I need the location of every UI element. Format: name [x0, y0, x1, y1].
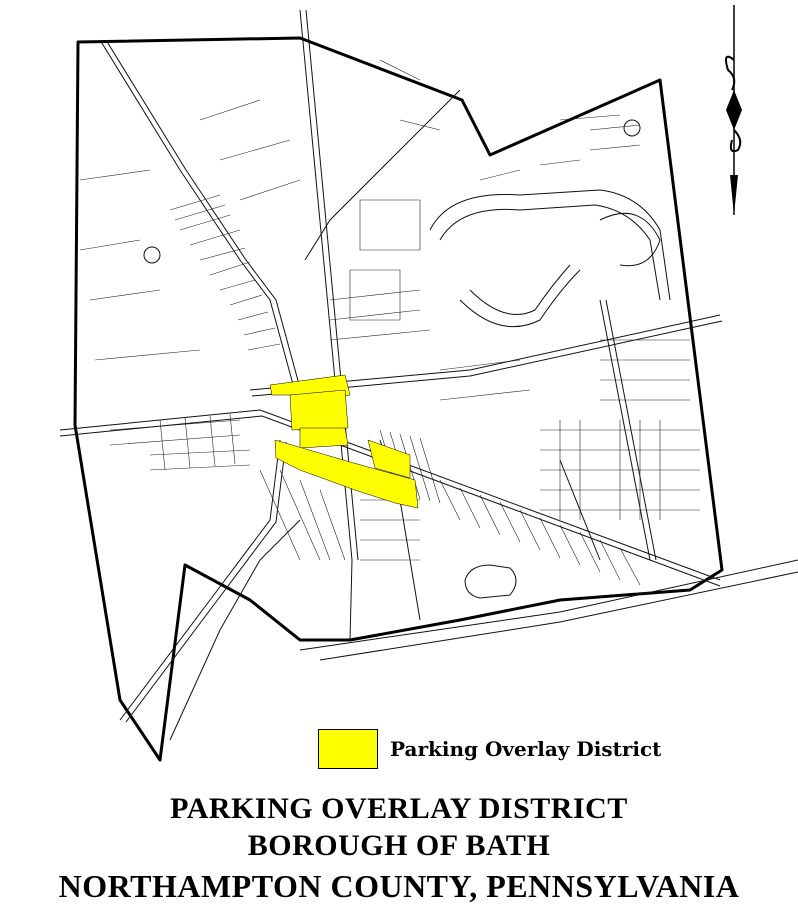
map-title-line-2: BOROUGH OF BATH [247, 829, 551, 862]
north-arrow-icon [714, 0, 754, 220]
parcel-lines [80, 60, 700, 585]
map-legend [318, 729, 661, 769]
map-title-line-1: PARKING OVERLAY DISTRICT [170, 792, 628, 825]
legend-label: Parking Overlay District [390, 737, 662, 761]
map-title-line-3: NORTHAMPTON COUNTY, PENNSYLVANIA [58, 868, 740, 904]
parking-overlay-district [270, 375, 418, 508]
railroad [170, 520, 798, 740]
legend-swatch-parking-overlay [318, 729, 378, 769]
residential-streets [144, 120, 670, 598]
major-roads [60, 10, 722, 722]
